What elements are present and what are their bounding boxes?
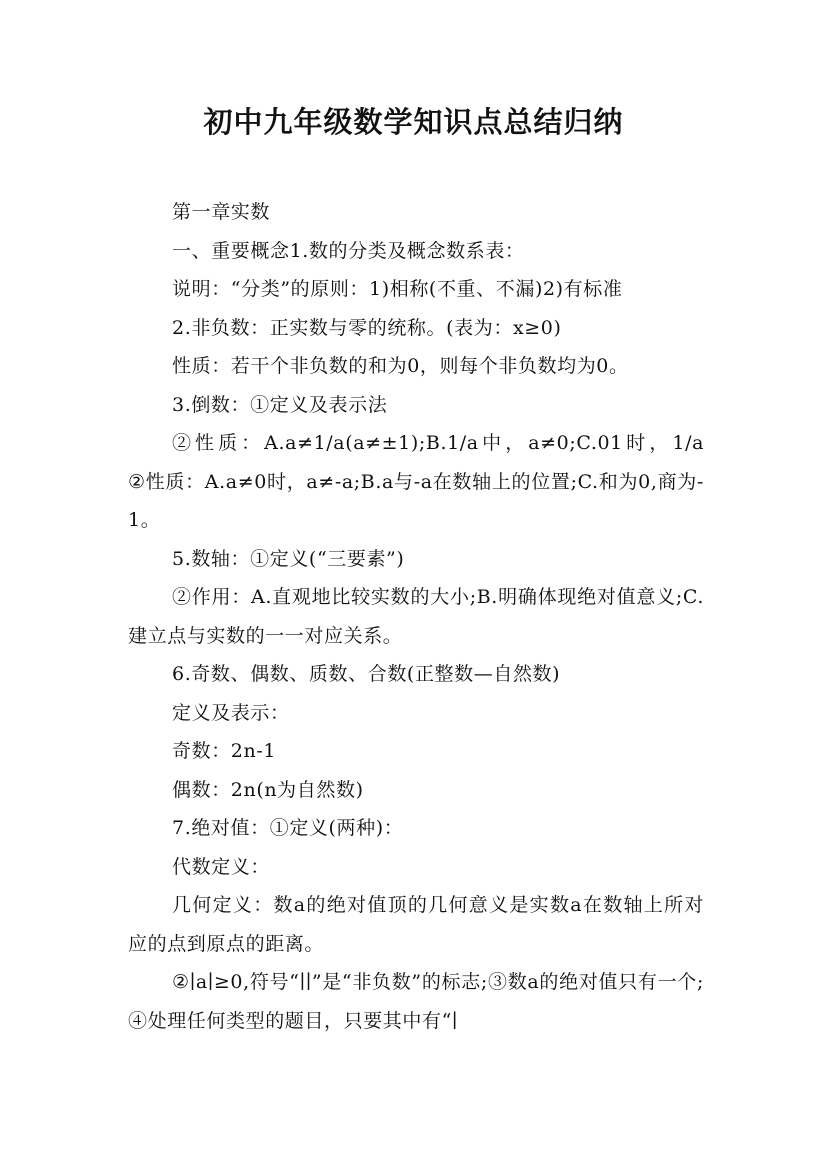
paragraph: 3.倒数：①定义及表示法	[172, 393, 388, 416]
document-body	[128, 193, 731, 1040]
paragraph: ②∣a∣≥0,符号“∣∣”是“非负数”的标志;③数a的绝对值只有一个;④处理任何类型的题目，只要其中有“∣	[128, 971, 704, 1032]
paragraph: 5.数轴：①定义(“三要素”)	[172, 547, 405, 570]
paragraph: 定义及表示：	[172, 701, 290, 724]
chapter-heading: 第一章实数	[172, 201, 271, 223]
paragraph: 代数定义：	[172, 855, 271, 878]
paragraph: 7.绝对值：①定义(两种)：	[172, 817, 404, 839]
paragraph: 6.奇数、偶数、质数、合数(正整数—自然数)	[172, 663, 561, 685]
document-title: 初中九年级数学知识点总结归纳	[203, 105, 624, 139]
paragraph: 一、重要概念1.数的分类及概念数系表：	[172, 239, 525, 262]
paragraph: 性质：若干个非负数的和为0，则每个非负数均为0。	[172, 355, 629, 377]
paragraph: ②性质：A.a≠1/a(a≠±1);B.1/a中，a≠0;C.01时，1/a ②性质：A.a≠0时，a≠-a;B.a与-a在数轴上的位置;C.和为0,商为-1。	[128, 432, 731, 531]
paragraph: 奇数：2n-1	[172, 740, 277, 762]
paragraph: 几何定义：数a的绝对值顶的几何意义是实数a在数轴上所对应的点到原点的距离。	[128, 894, 704, 955]
paragraph: ②作用：A.直观地比较实数的大小;B.明确体现绝对值意义;C.建立点与实数的一一对应关系。	[128, 586, 704, 647]
paragraph: 偶数：2n(n为自然数)	[172, 778, 364, 801]
paragraph: 说明：“分类”的原则：1)相称(不重、不漏)2)有标准	[172, 278, 623, 300]
paragraph: 2.非负数：正实数与零的统称。(表为：x≥0)	[172, 316, 562, 339]
